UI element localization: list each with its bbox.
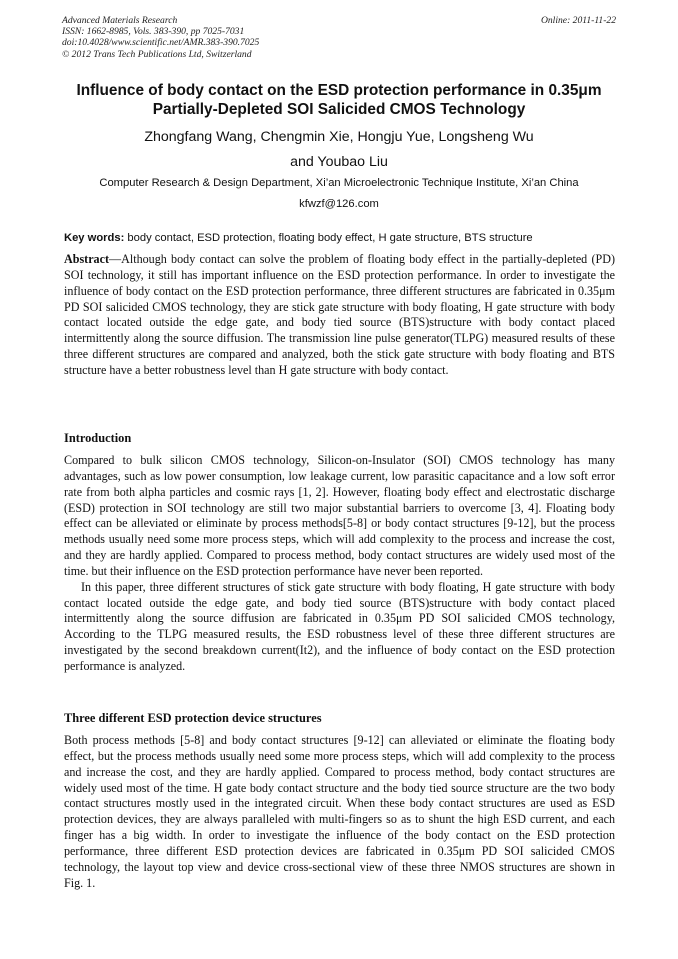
introduction-paragraph-1: Compared to bulk silicon CMOS technology, Silicon-on-Insulator (SOI) CMOS technology has many advantages, such as low power consumption, low leakage current, low parasitic capacitance and a low soft error rate from both alpha particles and cosmic rays [1, 2]. However, floating body effect and electrostatic discharge (ESD) protection in SOI technology are still two major substantial barriers to overcome [3, 4]. Floating body effect can be alleviated or eliminate by process methods[5-8] or body contact structures [9-12], but the process methods usually need some more process steps, which will add complexity to the process and increase the cost, and they are hardly applied. Compared to process method, body contact structures are widely used most of the time. but their influence on the ESD protection performance have never been reported. (64, 453, 615, 578)
introduction-section (64, 453, 615, 675)
section-heading-structures: Three different ESD protection device structures (64, 711, 322, 725)
authors-line-2: and Youbao Liu (290, 154, 388, 170)
author-email: kfwzf@126.com (299, 198, 379, 210)
paper-title (40, 82, 638, 119)
introduction-paragraph-2: In this paper, three different structures of stick gate structure with body floating, H gate structure with body contact located outside the edge gate, and body tied source (BTS)structure with body contact placed intermittently along the source diffusion are fabricated in 0.35μm PD SOI salicided CMOS technology, According to the TLPG measured results, the ESD robustness level of these three different structures are investigated by the second breakdown current(It2), and the influence of body contact on the ESD protection performance is analyzed. (64, 579, 615, 673)
journal-name: Advanced Materials Research (62, 15, 178, 26)
doi-line: doi:10.4028/www.scientific.net/AMR.383-390.7025 (62, 37, 260, 49)
structures-section (64, 733, 615, 891)
title-line-2: Partially-Depleted SOI Salicided CMOS Technology (152, 100, 526, 118)
keywords-label: Key words: (64, 232, 125, 244)
affiliation: Computer Research & Design Department, Xi’an Microelectronic Technique Institute, Xi’an China (99, 177, 579, 189)
issn-line: ISSN: 1662-8985, Vols. 383-390, pp 7025-7031 (62, 26, 245, 38)
authors-line-1: Zhongfang Wang, Chengmin Xie, Hongju Yue, Longsheng Wu (144, 129, 534, 145)
author-list (40, 125, 638, 175)
keywords (64, 231, 616, 245)
journal-header (62, 15, 616, 60)
title-line-1: Influence of body contact on the ESD protection performance in 0.35μm (76, 82, 602, 99)
abstract-label: Abstract (64, 252, 110, 266)
copyright-line: © 2012 Trans Tech Publications Ltd, Switzerland (62, 48, 252, 60)
online-date: Online: 2011-11-22 (540, 15, 616, 26)
abstract-text: —Although body contact can solve the problem of floating body effect in the partially-depleted (PD) SOI technology, it still has important influence on the ESD protection performance. In order to investigate the influence of body contact on the ESD protection performance, three different structures are fabricated in 0.35μm PD SOI salicided CMOS technology, they are stick gate structure with body floating, H gate structure with body contact located outside the edge gate, and body tied source (BTS)structure with body contact placed intermittently along the source diffusion. The transmission line pulse generator(TLPG) measured results of these three different structures are compared and analyzed, both the stick gate structure with body floating and BTS structure have a better robustness level than H gate structure with body contact. (64, 252, 615, 377)
section-heading-introduction: Introduction (64, 431, 132, 445)
structures-paragraph-1: Both process methods [5-8] and body contact structures [9-12] can alleviated or eliminate the floating body effect, but the process methods usually need some more process steps, which will add complexity to the process and increase the cost, and they are hardly applied. Compared to process method, body contact structures are widely used most of the time. H gate body contact structure and the body tied source structure are the two body contact structures mostly used in the integrated circuit. When these body contact structures are used as ESD protection devices, they are always paralleled with multi-fingers so as to shunt the high ESD current, and each finger has a big width. In order to investigate the influence of the body contact on the ESD protection performance, three different ESD protection devices are fabricated in 0.35μm PD SOI salicided CMOS technology, the layout top view and device cross-sectional view of these three NMOS structures are shown in Fig. 1. (64, 733, 615, 890)
keywords-text: body contact, ESD protection, floating body effect, H gate structure, BTS structure (124, 232, 533, 244)
abstract (64, 252, 615, 379)
